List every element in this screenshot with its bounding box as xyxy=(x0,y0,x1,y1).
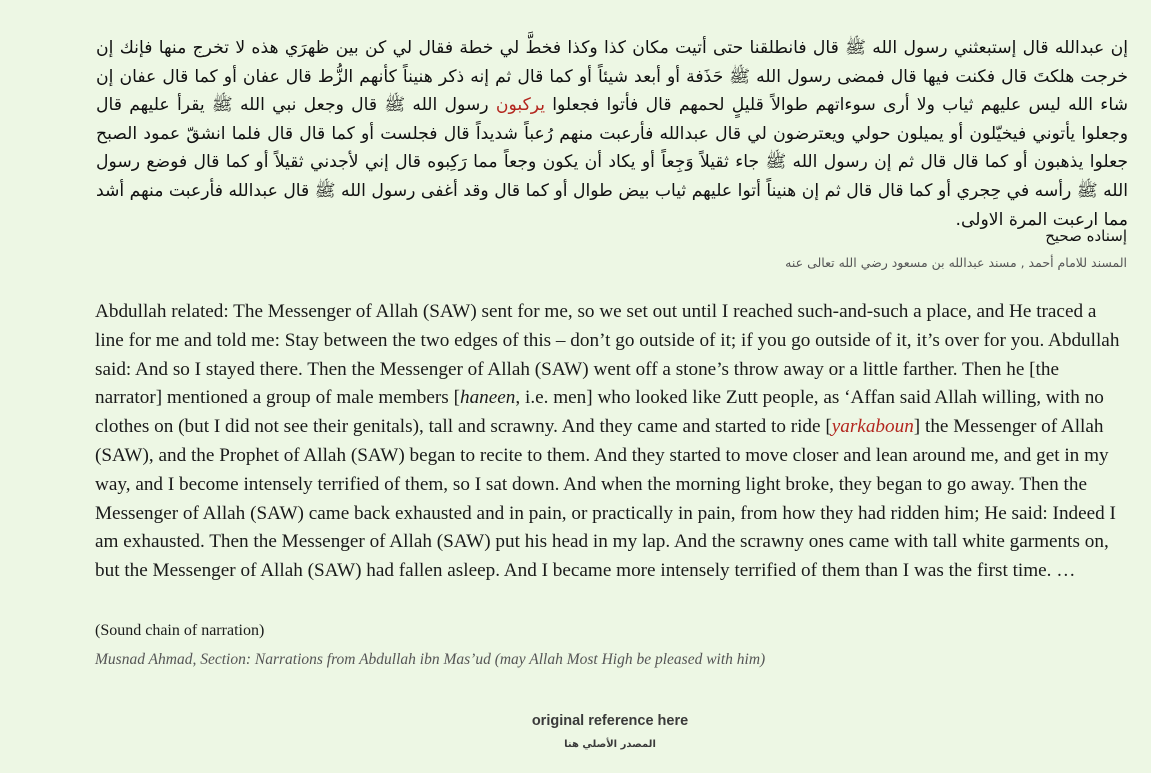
reference-links xyxy=(0,710,1151,754)
term-haneen: haneen xyxy=(459,387,516,409)
original-reference-link[interactable]: original reference here xyxy=(531,713,689,729)
arabic-text-part-1: إن عبدالله قال إستبعثني رسول الله ﷺ قال فانطلقنا حتى أتيت مكان كذا وكذا فخطَّ لي خطة فقال لي كن بين ظهرَي هذه لا تخرج منها فإنك إن خرجت هلكتَ قال فكنت فيها قال فمضى رسول الله ﷺ حَذَفة أو أبعد شيئاً أو كما قال ثم إنه ذكر هنيناً كأنهم الزُّط قال عفان أو كما قال عفان إن شاء الله ليس عليهم ثياب ولا أرى سوءاتهم طوالاً قليلٍ لحمهم قال فأتوا فجعلوا xyxy=(96,38,1129,116)
arabic-text-part-2: رسول الله ﷺ قال وجعل نبي الله ﷺ يقرأ عليهم قال وجعلوا يأتوني فيخيّلون أو يميلون حولي ويعترضون لي قال عبدالله فأرعبت منهم رُعباً شديداً قال فجلست أو كما قال قال فلما انشقّ عمود الصبح جعلوا يذهبون أو كما قال قال ثم إن رسول الله ﷺ جاء ثقيلاً وَجِعاً أو يكاد أن يكون وجعاً مما رَكِبوه قال إني لأجدني ثقيلاً أو كما قال فوضع رسول الله ﷺ رأسه في حِجري أو كما قال قال ثم إن هنيناً أتوا عليهم ثياب بيض طوال أو كما قال وقد أغفى رسول الله ﷺ قال عبدالله فأرعبت منهم أشد مما ارعبت المرة الاولى. xyxy=(96,95,1128,230)
english-translation xyxy=(95,298,1121,586)
term-yarkaboun: yarkaboun xyxy=(831,416,914,438)
arabic-grade: إسناده صحيح xyxy=(1045,227,1127,245)
english-text-part-1: Abdullah related: The Messenger of Allah (SAW) sent for me, so we set out until I reached such-and-such a place, and He traced a line for me and told me: Stay between the two edges of this – don’t go outside of it; if you go outside of it, it’s over for you. Abdullah said: And so I stayed there. Then the Messenger of Allah (SAW) went off a stone’s throw away or a little farther. Then he [the narrator] mentioned a group of male members [ xyxy=(95,301,1120,409)
original-reference-link-arabic[interactable]: المصدر الأصلي هنا xyxy=(564,739,656,750)
english-grade: (Sound chain of narration) xyxy=(95,622,265,639)
english-text-part-3: ] the Messenger of Allah (SAW), and the Prophet of Allah (SAW) began to recite to them. And they started to move closer and lean around me, and get in my way, and I become intensely terrified of them, so I sat down. And when the morning light broke, they began to go away. Then the Messenger of Allah (SAW) came back exhausted and in pain, or practically in pain, from how they had ridden him; He said: Indeed I am exhausted. Then the Messenger of Allah (SAW) put his head in my lap. And the scrawny ones came with tall white garments on, but the Messenger of Allah (SAW) had fallen asleep. And I became more intensely terrified of them than I was the first time. … xyxy=(95,416,1116,582)
english-source-citation: Musnad Ahmad, Section: Narrations from Abdullah ibn Mas’ud (may Allah Most High be pleased with him) xyxy=(95,651,766,668)
arabic-highlight-word: يركبون xyxy=(495,95,546,116)
arabic-hadith-text xyxy=(96,34,1128,234)
arabic-source-citation: المسند للامام أحمد , مسند عبدالله بن مسعود رضي الله تعالى عنه xyxy=(785,255,1127,270)
english-text-part-2: , i.e. men] who looked like Zutt people, as ‘Affan said Allah willing, with no clothes on (but I did not see their genitals), tall and scrawny. And they came and started to ride [ xyxy=(95,387,1104,438)
